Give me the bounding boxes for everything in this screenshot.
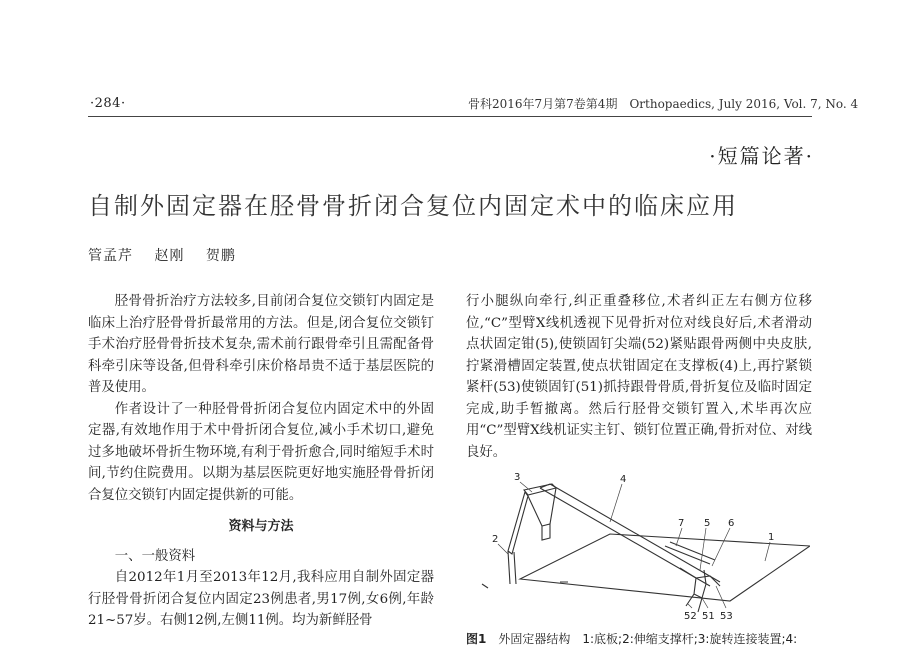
author-name: 赵刚 [154,248,185,264]
figure-label: 2 [492,534,499,545]
figure-label: 3 [514,472,521,483]
device-figure [480,466,810,626]
author-list [88,245,252,265]
body-paragraph: 胫骨骨折治疗方法较多,目前闭合复位交锁钉内固定是临床上治疗胫骨骨折最常用的方法。但是,闭合复位交锁钉手术治疗胫骨骨折技术复杂,需术前行跟骨牵引且需配备骨科牵引床等设备,但骨科牵引床价格昂贵不适于基层医院的普及使用。 [88,294,434,395]
leader-line [765,542,770,561]
figure-label: 6 [728,518,735,529]
figure-caption-text: 外固定器结构 1:底板;2:伸缩支撑杆;3:旋转连接装置;4: [498,632,798,646]
leader-line [700,528,706,570]
page-number: ·284· [90,96,126,111]
body-paragraph: 作者设计了一种胫骨骨折闭合复位内固定术中的外固定器,有效地作用于术中骨折闭合复位,减小手术切口,避免过多地破坏骨折生物环境,有利于骨折愈合,同时缩短手术时间,节约住院费用。以期为基层医院更好地实施胫骨骨折闭合复位交锁钉内固定提供新的可能。 [88,401,434,503]
base-plate [520,534,810,601]
right-column [466,291,812,463]
device-drawing [482,484,810,612]
leader-line [702,598,708,608]
body-paragraph: 行小腿纵向牵行,纠正重叠移位,术者纠正左右侧方位移位,“C”型臂X线机透视下见骨折对位对线良好后,术者滑动点状固定钳(5),使锁固钉尖端(52)紧贴跟骨两侧中央皮肤,拧紧滑槽固定装置,使点状钳固定在支撑板(4)上,再拧紧锁紧杆(53)使锁固钉(51)抓持跟骨骨质,骨折复位及临时固定完成,助手暂撤离。然后行胫骨交锁钉置入,术毕再次应用“C”型臂X线机证实主钉、锁钉位置正确,骨折对位、对线良好。 [466,294,812,460]
point-clamp [680,568,706,612]
figure-label: 51 [702,611,715,622]
telescopic-rod-lower [508,551,516,584]
leader-line [688,604,692,608]
subsection-heading: 一、一般资料 [114,548,196,564]
leader-line [676,528,682,546]
leader-line [716,586,726,608]
figure-label: 53 [720,611,733,622]
body-paragraph: 自2012年1月至2013年12月,我科应用自制外固定器行胫骨骨折闭合复位内固定23例患者,男17例,女6例,年龄21~57岁。右侧12例,左侧11例。均为新鲜胫骨 [88,570,434,628]
figure-caption-number: 图1 [466,632,487,646]
figure-label: 1 [768,532,775,543]
leader-lines [498,482,770,608]
slide-groove [665,542,715,564]
leader-line [498,544,508,554]
article-title: 自制外固定器在胫骨骨折闭合复位内固定术中的临床应用 [88,192,738,220]
figure-label: 5 [704,518,711,529]
figure-caption [466,630,797,647]
figure-label: 52 [684,611,697,622]
section-heading: 资料与方法 [228,519,294,534]
running-header: 骨科2016年7月第7卷第4期 Orthopaedics, July 2016, Vol. 7, No. 4 [468,97,859,111]
figure-label: 4 [620,474,627,485]
rotation-joint-lower [542,524,550,540]
telescopic-rod [508,492,528,554]
author-name: 管孟芹 [88,248,133,264]
left-column [88,291,434,632]
leader-line [712,528,730,566]
figure-label: 7 [678,518,685,529]
author-name: 贺鹏 [205,248,236,264]
section-label: ·短篇论著· [709,144,814,168]
header-rule [88,116,812,117]
leader-line [610,484,622,522]
